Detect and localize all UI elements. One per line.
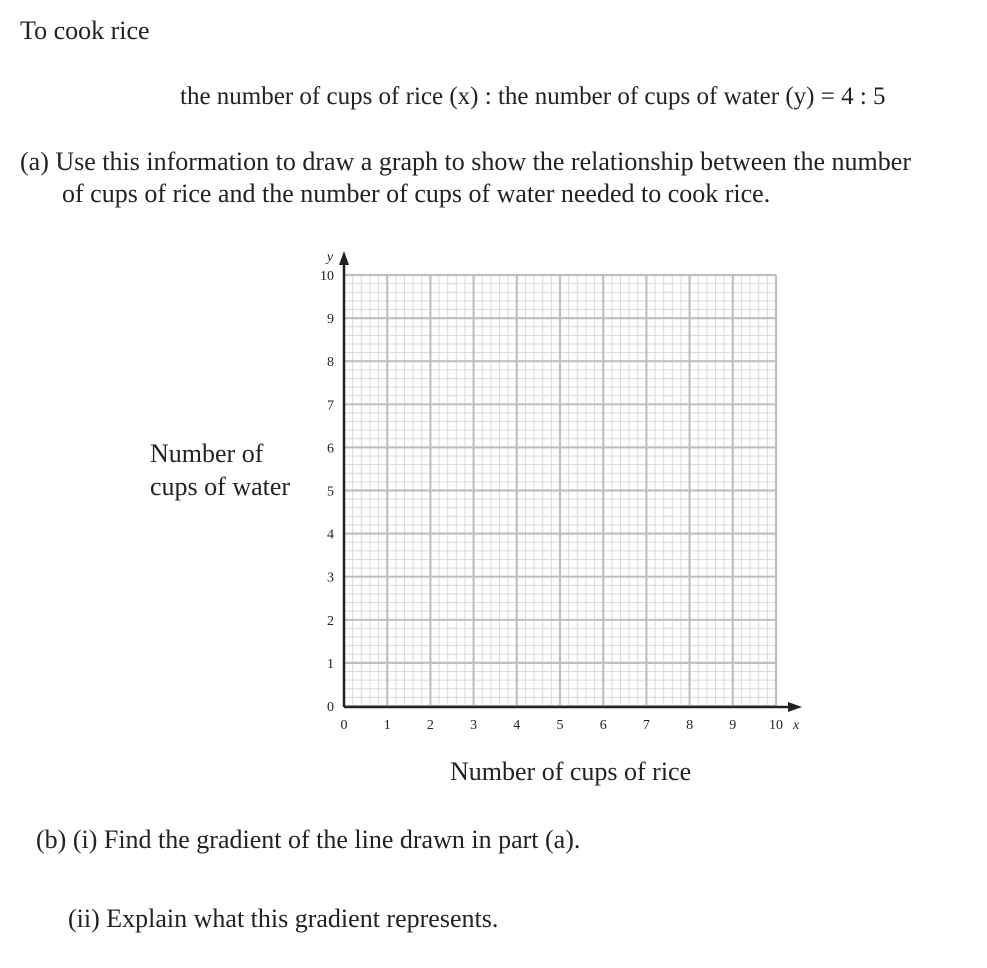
y-axis-symbol: y	[326, 250, 334, 265]
x-tick-label: 7	[642, 718, 650, 733]
y-tick-label: 9	[327, 312, 334, 328]
x-tick-label: 0	[340, 718, 348, 733]
y-tick-label: 10	[320, 269, 334, 284]
x-axis-label: Number of cups of rice	[450, 757, 692, 786]
y-axis-label-line-1: Number of	[150, 439, 264, 468]
x-tick-label: 3	[470, 718, 478, 733]
y-tick-label: 2	[327, 613, 334, 629]
x-tick-label: 1	[383, 718, 391, 733]
y-tick-label: 8	[327, 355, 334, 371]
ratio-statement: the number of cups of rice (x) : the number of cups of water (y) = 4 : 5	[180, 83, 886, 110]
question-a-line-1: (a) Use this information to draw a graph to show the relationship between the number	[20, 147, 911, 176]
y-tick-label: 5	[327, 484, 334, 500]
y-axis-arrow	[339, 251, 349, 265]
question-b-i: (b) (i) Find the gradient of the line drawn in part (a).	[36, 825, 581, 854]
x-axis-arrow	[788, 702, 802, 712]
y-tick-label: 6	[327, 441, 334, 457]
x-tick-label: 4	[513, 718, 521, 733]
y-tick-label: 1	[327, 656, 334, 672]
x-tick-label: 8	[686, 718, 694, 733]
x-tick-label: 9	[729, 718, 737, 733]
question-b-ii: (ii) Explain what this gradient represents.	[68, 904, 499, 933]
x-tick-label: 10	[769, 718, 783, 733]
x-axis-symbol: x	[793, 718, 800, 733]
y-tick-label: 4	[327, 527, 334, 543]
y-tick-label: 0	[327, 700, 334, 715]
x-tick-label: 5	[556, 718, 564, 733]
y-axis-label-line-2: cups of water	[150, 472, 291, 501]
x-tick-label: 6	[599, 718, 607, 733]
intro-text: To cook rice	[20, 16, 150, 45]
y-tick-label: 7	[327, 398, 334, 414]
question-a-line-2: of cups of rice and the number of cups of water needed to cook rice.	[62, 179, 771, 208]
y-tick-label: 3	[327, 570, 334, 586]
x-tick-label: 2	[426, 718, 434, 733]
